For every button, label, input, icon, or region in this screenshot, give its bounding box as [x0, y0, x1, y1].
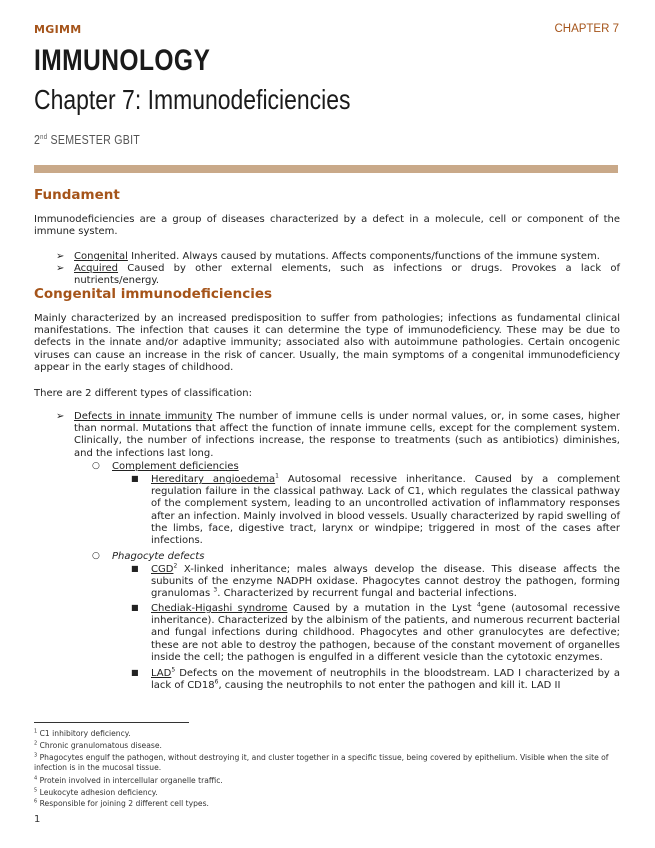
arrow-bullet-icon: ➢ — [56, 251, 65, 262]
phagocyte-defects-label: Phagocyte defects — [112, 551, 205, 562]
arrow-bullet-icon: ➢ — [56, 411, 65, 422]
list-item-congenital: Congenital Inherited. Always caused by mutations. Affects components/functions of the immune system. — [74, 251, 600, 262]
square-bullet-icon: ■ — [131, 668, 139, 677]
fundament-intro: Immunodeficiencies are a group of diseases characterized by a defect in a molecule, cell or component of the immune system. — [34, 214, 620, 238]
document-subtitle: Chapter 7: Immunodeficiencies — [34, 84, 351, 115]
header-course: MGIMM — [34, 23, 82, 36]
square-bullet-icon: ■ — [131, 474, 139, 483]
chediak-higashi-item: Chediak-Higashi syndrome Caused by a mutation in the Lyst $^4$gene (autosomal recessive inheritance). Characterized by the albinism of the patients, and numerous recurrent bacterial and fungal infections during childhood. Phagocytes and other granulocytes are defective; these are not able to destroy the pathogen, because of the constant movement of organelles inside the cell; the pathogen is engulfed in a different vesicle than the cytotoxic enzymes. — [151, 601, 620, 663]
circle-bullet-icon: ○ — [92, 551, 100, 561]
footnote: $^5$ Leukocyte adhesion deficiency. — [34, 787, 158, 797]
semester-label: 2nd SEMESTER GBIT — [34, 133, 141, 147]
page-number: 1 — [34, 814, 41, 825]
complement-deficiencies-label: Complement deficiencies — [112, 461, 239, 472]
footnote: $^1$ C1 inhibitory deficiency. — [34, 728, 131, 738]
heading-fundament: Fundament — [34, 187, 120, 203]
footnote: $^6$ Responsible for joining 2 different cell types. — [34, 798, 209, 808]
square-bullet-icon: ■ — [131, 564, 139, 573]
heading-congenital: Congenital immunodeficiencies — [34, 286, 273, 302]
hereditary-angioedema-item: Hereditary angioedema$^1$ Autosomal recessive inheritance. Caused by a complement regulation failure in the classical pathway. Lack of C1, which regulates the classical pathway of the complement system, leading to an uncontrolled activation of inflammatory responses after an infection. Mainly involved in blood vessels. Usually characterized by rapid swelling of the limbs, face, digestive tract, larynx or windpipe; triggered in most of the cases after infections. — [151, 472, 620, 547]
lad-item: LAD$^5$ Defects on the movement of neutrophils in the bloodstream. LAD I characterized by a lack of $CD18^6$, causing the neutrophils to not enter the pathogen and kill it. LAD II — [151, 666, 620, 692]
list-item-acquired: Acquired Caused by other external elements, such as infections or drugs. Provokes a lack of nutrients/energy. — [74, 263, 620, 287]
arrow-bullet-icon: ➢ — [56, 263, 65, 274]
square-bullet-icon: ■ — [131, 603, 139, 612]
congenital-intro: Mainly characterized by an increased predisposition to suffer from pathologies; infections as fundamental clinical manifestations. The infection that causes it can determine the type of immunodeficiency. These may be due to defects in the innate and/or adaptive immunity; associated also with autoimmune pathologies. Certain oncogenic viruses can cause an increase in the risk of cancer. Usually, the main symptoms of a congenital immunodeficiency appear in the early stages of childhood. — [34, 313, 620, 373]
header-chapter: CHAPTER 7 — [554, 23, 619, 35]
title-divider — [34, 165, 618, 173]
footnote: $^4$ Protein involved in intercellular organelle traffic. — [34, 775, 223, 785]
cgd-item: CGD$^2$ X-linked inheritance; males always develop the disease. This disease affects the subunits of the enzyme NADPH oxidase. Phagocytes cannot destroy the pathogen, forming granulomas $^3$. Characterized by recurrent fungal and bacterial infections. — [151, 562, 620, 600]
footnote-divider — [34, 722, 189, 723]
footnote: $^3$ Phagocytes engulf the pathogen, without destroying it, and cluster together in a specific tissue, being covered by epithelium. Visible when the site of infection is in the mucosal tissue. — [34, 752, 609, 772]
footnote: $^2$ Chronic granulomatous disease. — [34, 740, 162, 750]
document-title: IMMUNOLOGY — [34, 44, 211, 77]
classification-intro: There are 2 different types of classification: — [34, 388, 252, 399]
circle-bullet-icon: ○ — [92, 461, 100, 471]
list-item-innate-defects: Defects in innate immunity The number of immune cells is under normal values, or, in some cases, higher than normal. Mutations that affect the function of innate immune cells, except for the complement system. Clinically, the number of infections increase, the response to treatments (such as antibiotics) diminishes, and the infections last long. — [74, 411, 621, 459]
